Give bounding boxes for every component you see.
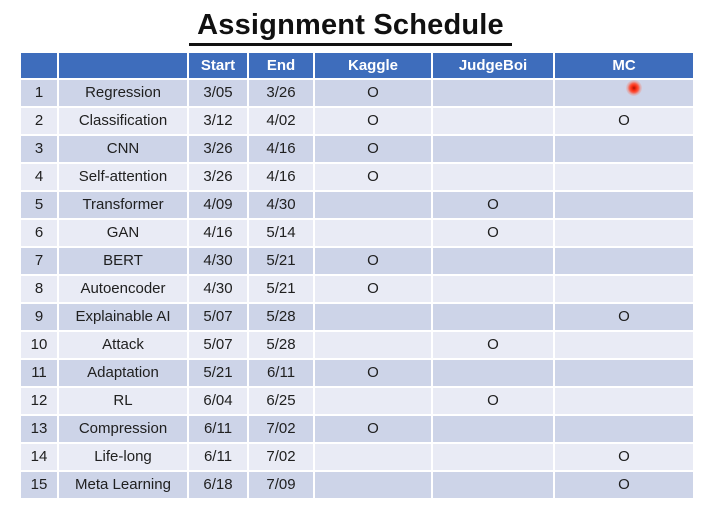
row-number-cell: 3: [21, 136, 57, 162]
start-date-cell: 5/07: [189, 332, 247, 358]
mc-mark-cell: [555, 416, 693, 442]
end-date-cell: 4/16: [249, 164, 313, 190]
judgeboi-mark-cell: O: [433, 220, 553, 246]
header-cell-kaggle: Kaggle: [315, 53, 431, 78]
start-date-cell: 4/09: [189, 192, 247, 218]
start-date-cell: 6/04: [189, 388, 247, 414]
kaggle-mark-cell: O: [315, 276, 431, 302]
start-date-cell: 6/18: [189, 472, 247, 498]
row-number-cell: 2: [21, 108, 57, 134]
mc-mark-cell: [555, 164, 693, 190]
table-row: [21, 472, 693, 498]
end-date-cell: 5/28: [249, 304, 313, 330]
assignment-name-cell: BERT: [59, 248, 187, 274]
assignment-name-cell: Attack: [59, 332, 187, 358]
table-row: [21, 136, 693, 162]
row-number-cell: 13: [21, 416, 57, 442]
end-date-cell: 5/21: [249, 276, 313, 302]
assignment-name-cell: Autoencoder: [59, 276, 187, 302]
kaggle-mark-cell: O: [315, 164, 431, 190]
table-row: [21, 80, 693, 106]
start-date-cell: 6/11: [189, 444, 247, 470]
kaggle-mark-cell: O: [315, 248, 431, 274]
start-date-cell: 6/11: [189, 416, 247, 442]
judgeboi-mark-cell: [433, 360, 553, 386]
assignment-name-cell: Transformer: [59, 192, 187, 218]
table-body: [21, 80, 693, 498]
kaggle-mark-cell: O: [315, 416, 431, 442]
title-wrap: [0, 5, 701, 46]
end-date-cell: 7/09: [249, 472, 313, 498]
start-date-cell: 4/16: [189, 220, 247, 246]
table-row: [21, 360, 693, 386]
table-row: [21, 220, 693, 246]
end-date-cell: 5/14: [249, 220, 313, 246]
row-number-cell: 15: [21, 472, 57, 498]
kaggle-mark-cell: O: [315, 360, 431, 386]
start-date-cell: 5/21: [189, 360, 247, 386]
end-date-cell: 6/11: [249, 360, 313, 386]
assignment-name-cell: CNN: [59, 136, 187, 162]
judgeboi-mark-cell: [433, 444, 553, 470]
assignment-name-cell: Self-attention: [59, 164, 187, 190]
kaggle-mark-cell: [315, 304, 431, 330]
end-date-cell: 5/28: [249, 332, 313, 358]
row-number-cell: 7: [21, 248, 57, 274]
row-number-cell: 5: [21, 192, 57, 218]
header-row: [21, 53, 693, 78]
assignment-name-cell: Life-long: [59, 444, 187, 470]
kaggle-mark-cell: O: [315, 80, 431, 106]
row-number-cell: 14: [21, 444, 57, 470]
mc-mark-cell: O: [555, 108, 693, 134]
header-cell-start: Start: [189, 53, 247, 78]
mc-mark-cell: [555, 80, 693, 106]
judgeboi-mark-cell: [433, 304, 553, 330]
table-row: [21, 444, 693, 470]
mc-mark-cell: [555, 192, 693, 218]
end-date-cell: 4/30: [249, 192, 313, 218]
mc-mark-cell: [555, 332, 693, 358]
assignment-name-cell: Classification: [59, 108, 187, 134]
start-date-cell: 4/30: [189, 248, 247, 274]
end-date-cell: 4/02: [249, 108, 313, 134]
table-row: [21, 276, 693, 302]
header-cell-number: [21, 53, 57, 78]
row-number-cell: 8: [21, 276, 57, 302]
page-title: Assignment Schedule: [189, 9, 512, 46]
row-number-cell: 1: [21, 80, 57, 106]
judgeboi-mark-cell: O: [433, 332, 553, 358]
header-cell-mc: MC: [555, 53, 693, 78]
row-number-cell: 12: [21, 388, 57, 414]
assignment-name-cell: Explainable AI: [59, 304, 187, 330]
assignment-name-cell: Adaptation: [59, 360, 187, 386]
end-date-cell: 3/26: [249, 80, 313, 106]
table-row: [21, 248, 693, 274]
row-number-cell: 4: [21, 164, 57, 190]
kaggle-mark-cell: O: [315, 108, 431, 134]
end-date-cell: 6/25: [249, 388, 313, 414]
start-date-cell: 4/30: [189, 276, 247, 302]
kaggle-mark-cell: [315, 332, 431, 358]
start-date-cell: 5/07: [189, 304, 247, 330]
header-cell-judgeboi: JudgeBoi: [433, 53, 553, 78]
end-date-cell: 7/02: [249, 416, 313, 442]
table-row: [21, 388, 693, 414]
judgeboi-mark-cell: O: [433, 192, 553, 218]
assignment-name-cell: Compression: [59, 416, 187, 442]
assignment-name-cell: GAN: [59, 220, 187, 246]
assignment-name-cell: RL: [59, 388, 187, 414]
row-number-cell: 9: [21, 304, 57, 330]
judgeboi-mark-cell: [433, 80, 553, 106]
mc-mark-cell: [555, 220, 693, 246]
judgeboi-mark-cell: [433, 472, 553, 498]
start-date-cell: 3/26: [189, 164, 247, 190]
assignment-name-cell: Regression: [59, 80, 187, 106]
row-number-cell: 10: [21, 332, 57, 358]
judgeboi-mark-cell: [433, 164, 553, 190]
end-date-cell: 5/21: [249, 248, 313, 274]
kaggle-mark-cell: [315, 444, 431, 470]
mc-mark-cell: [555, 248, 693, 274]
table-row: [21, 164, 693, 190]
start-date-cell: 3/12: [189, 108, 247, 134]
judgeboi-mark-cell: [433, 248, 553, 274]
kaggle-mark-cell: [315, 388, 431, 414]
header-cell-end: End: [249, 53, 313, 78]
judgeboi-mark-cell: [433, 136, 553, 162]
end-date-cell: 4/16: [249, 136, 313, 162]
mc-mark-cell: O: [555, 304, 693, 330]
kaggle-mark-cell: [315, 192, 431, 218]
kaggle-mark-cell: [315, 472, 431, 498]
kaggle-mark-cell: [315, 220, 431, 246]
assignment-schedule-table: [19, 51, 695, 500]
mc-mark-cell: [555, 360, 693, 386]
table-row: [21, 332, 693, 358]
judgeboi-mark-cell: [433, 108, 553, 134]
assignment-name-cell: Meta Learning: [59, 472, 187, 498]
row-number-cell: 6: [21, 220, 57, 246]
mc-mark-cell: [555, 276, 693, 302]
start-date-cell: 3/26: [189, 136, 247, 162]
judgeboi-mark-cell: [433, 276, 553, 302]
mc-mark-cell: [555, 388, 693, 414]
end-date-cell: 7/02: [249, 444, 313, 470]
judgeboi-mark-cell: [433, 416, 553, 442]
header-cell-name: [59, 53, 187, 78]
table-row: [21, 192, 693, 218]
table-row: [21, 304, 693, 330]
start-date-cell: 3/05: [189, 80, 247, 106]
mc-mark-cell: O: [555, 444, 693, 470]
judgeboi-mark-cell: O: [433, 388, 553, 414]
mc-mark-cell: O: [555, 472, 693, 498]
table-row: [21, 108, 693, 134]
mc-mark-cell: [555, 136, 693, 162]
kaggle-mark-cell: O: [315, 136, 431, 162]
row-number-cell: 11: [21, 360, 57, 386]
table-row: [21, 416, 693, 442]
